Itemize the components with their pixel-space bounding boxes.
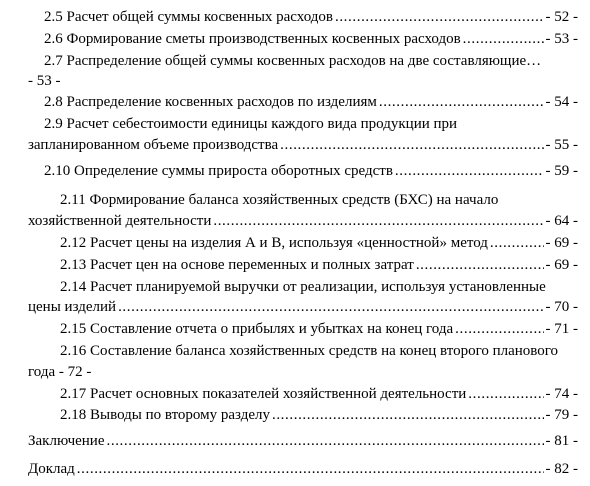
toc-entry-title: 2.16 Составление баланса хозяйственных средств на конец второго планового bbox=[60, 343, 559, 359]
toc-leader-dots bbox=[490, 232, 544, 254]
toc-entry-title: Заключение bbox=[28, 433, 105, 449]
toc-entry bbox=[0, 404, 590, 426]
toc-entry bbox=[0, 232, 590, 254]
toc-leader-dots bbox=[77, 458, 544, 480]
toc-leader-dots bbox=[416, 254, 544, 276]
toc-entry-title-continued: года - 72 - bbox=[28, 364, 92, 380]
toc-leader-dots bbox=[272, 404, 544, 426]
toc-leader-dots bbox=[118, 296, 543, 318]
toc-entry-title: 2.18 Выводы по второму разделу bbox=[60, 407, 270, 423]
toc-entry bbox=[0, 91, 590, 113]
toc-entry-title: 2.14 Расчет планируемой выручки от реализации, используя установленные bbox=[60, 279, 546, 295]
toc-entry-title: 2.15 Составление отчета о прибылях и убытках на конец года bbox=[60, 321, 454, 337]
toc-entry-page: - 70 - bbox=[545, 299, 578, 315]
toc-entry-title: 2.11 Формирование баланса хозяйственных средств (БХС) на начало bbox=[60, 192, 499, 208]
toc-entry-title: 2.8 Распределение косвенных расходов по изделиям bbox=[44, 94, 377, 110]
toc-entry bbox=[0, 6, 590, 28]
toc-entry-page: - 52 - bbox=[545, 9, 578, 25]
toc-entry-page: - 82 - bbox=[545, 461, 578, 477]
toc-leader-dots bbox=[395, 160, 544, 182]
toc-entry-title: 2.9 Расчет себестоимости единицы каждого вида продукции при bbox=[44, 116, 458, 132]
toc-entry-page: - 64 - bbox=[545, 213, 578, 229]
toc-entry-title: Доклад bbox=[28, 461, 75, 477]
toc-entry bbox=[0, 318, 590, 340]
toc-leader-dots bbox=[468, 383, 543, 405]
toc-entry-title: 2.10 Определение суммы прироста оборотных средств bbox=[44, 163, 393, 179]
toc-entry bbox=[0, 210, 590, 232]
toc-entry-title-continued: запланированном объеме производства bbox=[28, 137, 279, 153]
toc-entry-page: - 53 - bbox=[545, 31, 578, 47]
toc-entry-page: - 69 - bbox=[545, 257, 578, 273]
toc-leader-dots bbox=[463, 28, 544, 50]
toc-entry-title: 2.13 Расчет цен на основе переменных и полных затрат bbox=[60, 257, 414, 273]
toc-entry bbox=[0, 134, 590, 156]
toc-entry-title: 2.6 Формирование сметы производственных косвенных расходов bbox=[44, 31, 461, 47]
toc-entry-title: 2.7 Распределение общей суммы косвенных расходов на две составляющие… bbox=[44, 53, 542, 69]
toc-entry bbox=[0, 430, 590, 452]
toc-leader-dots bbox=[107, 430, 544, 452]
toc-entry-page: - 69 - bbox=[545, 235, 578, 251]
toc-entry-page: - 81 - bbox=[545, 433, 578, 449]
toc-entry-title-continued: хозяйственной деятельности bbox=[28, 213, 212, 229]
toc-leader-dots bbox=[280, 134, 543, 156]
toc-leader-dots bbox=[213, 210, 543, 232]
toc-entry bbox=[0, 160, 590, 182]
toc-entry-page: - 74 - bbox=[545, 386, 578, 402]
toc-entry-page: - 54 - bbox=[545, 94, 578, 110]
toc-entry-page: - 53 - bbox=[28, 73, 61, 89]
toc-entry bbox=[0, 458, 590, 480]
toc-entry-title-continued: цены изделий bbox=[28, 299, 117, 315]
toc-leader-dots bbox=[455, 318, 543, 340]
toc-entry-page: - 79 - bbox=[545, 407, 578, 423]
toc-entry bbox=[0, 28, 590, 50]
toc-entry-page: - 71 - bbox=[545, 321, 578, 337]
toc-entry bbox=[0, 383, 590, 405]
toc-entry bbox=[0, 254, 590, 276]
toc-entry-title: 2.12 Расчет цены на изделия А и В, используя «ценностной» метод bbox=[60, 235, 488, 251]
toc-entry bbox=[0, 296, 590, 318]
toc-entry-title: 2.17 Расчет основных показателей хозяйственной деятельности bbox=[60, 386, 467, 402]
toc-entry-page: - 59 - bbox=[545, 163, 578, 179]
toc-leader-dots bbox=[379, 91, 544, 113]
toc-leader-dots bbox=[335, 6, 544, 28]
toc-entry-title: 2.5 Расчет общей суммы косвенных расходов bbox=[44, 9, 333, 25]
toc-entry-page: - 55 - bbox=[545, 137, 578, 153]
